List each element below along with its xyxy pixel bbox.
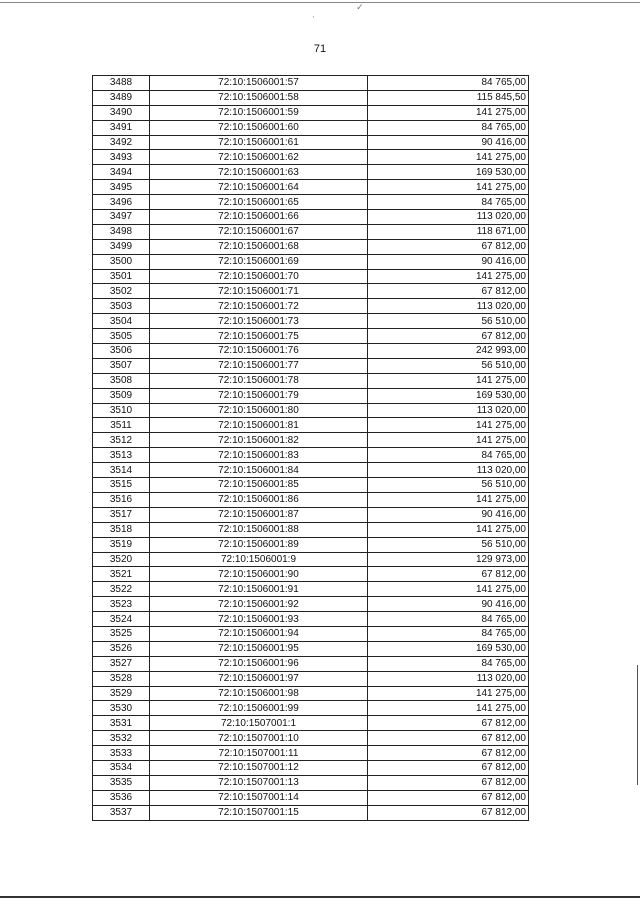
table-row (93, 656, 529, 671)
value-cell: 56 510,00 (368, 478, 529, 493)
table-row (93, 612, 529, 627)
value-cell: 84 765,00 (368, 120, 529, 135)
value-cell: 84 765,00 (368, 195, 529, 210)
cadastral-number-cell: 72:10:1506001:88 (150, 522, 368, 537)
cadastral-number-cell: 72:10:1507001:13 (150, 775, 368, 790)
row-number-cell: 3523 (93, 597, 150, 612)
table-row (93, 671, 529, 686)
table-row (93, 254, 529, 269)
row-number-cell: 3499 (93, 239, 150, 254)
cadastral-number-cell: 72:10:1507001:12 (150, 760, 368, 775)
value-cell: 118 671,00 (368, 224, 529, 239)
table-row (93, 403, 529, 418)
row-number-cell: 3521 (93, 567, 150, 582)
row-number-cell: 3512 (93, 433, 150, 448)
cadastral-number-cell: 72:10:1506001:94 (150, 626, 368, 641)
table-row (93, 626, 529, 641)
value-cell: 67 812,00 (368, 731, 529, 746)
table-row (93, 716, 529, 731)
registry-table-body (93, 76, 529, 821)
value-cell: 242 993,00 (368, 344, 529, 359)
value-cell: 141 275,00 (368, 418, 529, 433)
table-row (93, 478, 529, 493)
value-cell: 90 416,00 (368, 597, 529, 612)
value-cell: 84 765,00 (368, 76, 529, 91)
cadastral-number-cell: 72:10:1506001:71 (150, 284, 368, 299)
table-row (93, 165, 529, 180)
cadastral-number-cell: 72:10:1506001:78 (150, 373, 368, 388)
value-cell: 90 416,00 (368, 254, 529, 269)
row-number-cell: 3500 (93, 254, 150, 269)
cadastral-number-cell: 72:10:1506001:81 (150, 418, 368, 433)
table-row (93, 537, 529, 552)
cadastral-number-cell: 72:10:1506001:63 (150, 165, 368, 180)
value-cell: 141 275,00 (368, 522, 529, 537)
table-row (93, 686, 529, 701)
value-cell: 141 275,00 (368, 373, 529, 388)
table-row (93, 224, 529, 239)
cadastral-number-cell: 72:10:1506001:87 (150, 507, 368, 522)
cadastral-number-cell: 72:10:1506001:9 (150, 552, 368, 567)
cadastral-number-cell: 72:10:1506001:83 (150, 448, 368, 463)
value-cell: 90 416,00 (368, 135, 529, 150)
value-cell: 141 275,00 (368, 686, 529, 701)
cadastral-number-cell: 72:10:1507001:14 (150, 790, 368, 805)
value-cell: 141 275,00 (368, 492, 529, 507)
value-cell: 84 765,00 (368, 626, 529, 641)
cadastral-number-cell: 72:10:1506001:95 (150, 641, 368, 656)
value-cell: 141 275,00 (368, 582, 529, 597)
row-number-cell: 3508 (93, 373, 150, 388)
value-cell: 113 020,00 (368, 403, 529, 418)
value-cell: 141 275,00 (368, 180, 529, 195)
value-cell: 56 510,00 (368, 314, 529, 329)
value-cell: 90 416,00 (368, 507, 529, 522)
value-cell: 67 812,00 (368, 790, 529, 805)
scan-bottom-edge (0, 896, 640, 898)
value-cell: 84 765,00 (368, 656, 529, 671)
row-number-cell: 3496 (93, 195, 150, 210)
row-number-cell: 3507 (93, 358, 150, 373)
cadastral-number-cell: 72:10:1506001:91 (150, 582, 368, 597)
value-cell: 67 812,00 (368, 775, 529, 790)
cadastral-number-cell: 72:10:1506001:82 (150, 433, 368, 448)
row-number-cell: 3495 (93, 180, 150, 195)
value-cell: 67 812,00 (368, 716, 529, 731)
cadastral-number-cell: 72:10:1506001:79 (150, 388, 368, 403)
row-number-cell: 3528 (93, 671, 150, 686)
table-row (93, 433, 529, 448)
table-row (93, 641, 529, 656)
row-number-cell: 3497 (93, 210, 150, 225)
table-row (93, 135, 529, 150)
table-row (93, 329, 529, 344)
table-row (93, 150, 529, 165)
cadastral-number-cell: 72:10:1506001:92 (150, 597, 368, 612)
cadastral-number-cell: 72:10:1506001:59 (150, 105, 368, 120)
row-number-cell: 3493 (93, 150, 150, 165)
row-number-cell: 3536 (93, 790, 150, 805)
cadastral-number-cell: 72:10:1506001:93 (150, 612, 368, 627)
table-row (93, 105, 529, 120)
value-cell: 141 275,00 (368, 105, 529, 120)
cadastral-number-cell: 72:10:1507001:11 (150, 746, 368, 761)
cadastral-number-cell: 72:10:1506001:97 (150, 671, 368, 686)
row-number-cell: 3494 (93, 165, 150, 180)
table-row (93, 760, 529, 775)
cadastral-number-cell: 72:10:1506001:85 (150, 478, 368, 493)
cadastral-number-cell: 72:10:1506001:60 (150, 120, 368, 135)
cadastral-number-cell: 72:10:1506001:70 (150, 269, 368, 284)
cadastral-number-cell: 72:10:1506001:77 (150, 358, 368, 373)
row-number-cell: 3501 (93, 269, 150, 284)
row-number-cell: 3504 (93, 314, 150, 329)
row-number-cell: 3520 (93, 552, 150, 567)
table-row (93, 701, 529, 716)
cadastral-number-cell: 72:10:1506001:80 (150, 403, 368, 418)
table-row (93, 76, 529, 91)
row-number-cell: 3526 (93, 641, 150, 656)
value-cell: 67 812,00 (368, 329, 529, 344)
table-row (93, 120, 529, 135)
value-cell: 115 845,50 (368, 90, 529, 105)
row-number-cell: 3488 (93, 76, 150, 91)
cadastral-number-cell: 72:10:1506001:72 (150, 299, 368, 314)
table-row (93, 358, 529, 373)
row-number-cell: 3531 (93, 716, 150, 731)
row-number-cell: 3502 (93, 284, 150, 299)
table-row (93, 210, 529, 225)
table-row (93, 775, 529, 790)
cadastral-number-cell: 72:10:1506001:65 (150, 195, 368, 210)
value-cell: 67 812,00 (368, 284, 529, 299)
value-cell: 113 020,00 (368, 671, 529, 686)
value-cell: 67 812,00 (368, 805, 529, 820)
cadastral-number-cell: 72:10:1506001:75 (150, 329, 368, 344)
cadastral-number-cell: 72:10:1506001:98 (150, 686, 368, 701)
table-row (93, 522, 529, 537)
value-cell: 67 812,00 (368, 239, 529, 254)
table-row (93, 373, 529, 388)
page-number: 71 (313, 43, 327, 55)
row-number-cell: 3516 (93, 492, 150, 507)
registry-table (92, 75, 529, 821)
table-row (93, 195, 529, 210)
value-cell: 84 765,00 (368, 612, 529, 627)
table-row (93, 492, 529, 507)
cadastral-number-cell: 72:10:1507001:15 (150, 805, 368, 820)
row-number-cell: 3491 (93, 120, 150, 135)
cadastral-number-cell: 72:10:1506001:64 (150, 180, 368, 195)
table-row (93, 805, 529, 820)
row-number-cell: 3498 (93, 224, 150, 239)
value-cell: 67 812,00 (368, 567, 529, 582)
row-number-cell: 3533 (93, 746, 150, 761)
table-row (93, 418, 529, 433)
value-cell: 141 275,00 (368, 433, 529, 448)
row-number-cell: 3506 (93, 344, 150, 359)
cadastral-number-cell: 72:10:1506001:84 (150, 463, 368, 478)
row-number-cell: 3492 (93, 135, 150, 150)
value-cell: 113 020,00 (368, 299, 529, 314)
value-cell: 129 973,00 (368, 552, 529, 567)
table-row (93, 582, 529, 597)
row-number-cell: 3490 (93, 105, 150, 120)
cadastral-number-cell: 72:10:1506001:76 (150, 344, 368, 359)
cadastral-number-cell: 72:10:1506001:57 (150, 76, 368, 91)
cadastral-number-cell: 72:10:1506001:58 (150, 90, 368, 105)
scan-artifact-dot: · (312, 12, 315, 22)
value-cell: 169 530,00 (368, 641, 529, 656)
row-number-cell: 3489 (93, 90, 150, 105)
cadastral-number-cell: 72:10:1506001:90 (150, 567, 368, 582)
cadastral-number-cell: 72:10:1507001:10 (150, 731, 368, 746)
cadastral-number-cell: 72:10:1506001:69 (150, 254, 368, 269)
table-row (93, 552, 529, 567)
scan-top-edge (0, 2, 640, 3)
table-row (93, 90, 529, 105)
row-number-cell: 3509 (93, 388, 150, 403)
row-number-cell: 3515 (93, 478, 150, 493)
row-number-cell: 3510 (93, 403, 150, 418)
table-row (93, 507, 529, 522)
row-number-cell: 3505 (93, 329, 150, 344)
row-number-cell: 3532 (93, 731, 150, 746)
row-number-cell: 3522 (93, 582, 150, 597)
table-row (93, 731, 529, 746)
row-number-cell: 3503 (93, 299, 150, 314)
cadastral-number-cell: 72:10:1506001:99 (150, 701, 368, 716)
cadastral-number-cell: 72:10:1507001:1 (150, 716, 368, 731)
row-number-cell: 3525 (93, 626, 150, 641)
cadastral-number-cell: 72:10:1506001:67 (150, 224, 368, 239)
value-cell: 113 020,00 (368, 210, 529, 225)
value-cell: 169 530,00 (368, 388, 529, 403)
table-row (93, 284, 529, 299)
table-row (93, 180, 529, 195)
value-cell: 113 020,00 (368, 463, 529, 478)
scan-right-edge (637, 665, 638, 785)
value-cell: 141 275,00 (368, 269, 529, 284)
table-row (93, 269, 529, 284)
row-number-cell: 3530 (93, 701, 150, 716)
row-number-cell: 3513 (93, 448, 150, 463)
cadastral-number-cell: 72:10:1506001:89 (150, 537, 368, 552)
row-number-cell: 3534 (93, 760, 150, 775)
cadastral-number-cell: 72:10:1506001:68 (150, 239, 368, 254)
row-number-cell: 3511 (93, 418, 150, 433)
table-row (93, 344, 529, 359)
cadastral-number-cell: 72:10:1506001:96 (150, 656, 368, 671)
value-cell: 169 530,00 (368, 165, 529, 180)
value-cell: 56 510,00 (368, 358, 529, 373)
table-row (93, 463, 529, 478)
value-cell: 56 510,00 (368, 537, 529, 552)
row-number-cell: 3529 (93, 686, 150, 701)
scan-artifact-mark: ✓ (356, 2, 364, 12)
table-row (93, 567, 529, 582)
row-number-cell: 3517 (93, 507, 150, 522)
value-cell: 67 812,00 (368, 746, 529, 761)
cadastral-number-cell: 72:10:1506001:66 (150, 210, 368, 225)
row-number-cell: 3527 (93, 656, 150, 671)
row-number-cell: 3524 (93, 612, 150, 627)
table-row (93, 746, 529, 761)
cadastral-number-cell: 72:10:1506001:86 (150, 492, 368, 507)
row-number-cell: 3519 (93, 537, 150, 552)
cadastral-number-cell: 72:10:1506001:62 (150, 150, 368, 165)
value-cell: 141 275,00 (368, 701, 529, 716)
value-cell: 84 765,00 (368, 448, 529, 463)
cadastral-number-cell: 72:10:1506001:61 (150, 135, 368, 150)
row-number-cell: 3537 (93, 805, 150, 820)
table-row (93, 388, 529, 403)
row-number-cell: 3518 (93, 522, 150, 537)
table-row (93, 790, 529, 805)
row-number-cell: 3535 (93, 775, 150, 790)
table-row (93, 239, 529, 254)
table-row (93, 299, 529, 314)
value-cell: 67 812,00 (368, 760, 529, 775)
table-row (93, 597, 529, 612)
table-row (93, 448, 529, 463)
table-row (93, 314, 529, 329)
value-cell: 141 275,00 (368, 150, 529, 165)
cadastral-number-cell: 72:10:1506001:73 (150, 314, 368, 329)
row-number-cell: 3514 (93, 463, 150, 478)
